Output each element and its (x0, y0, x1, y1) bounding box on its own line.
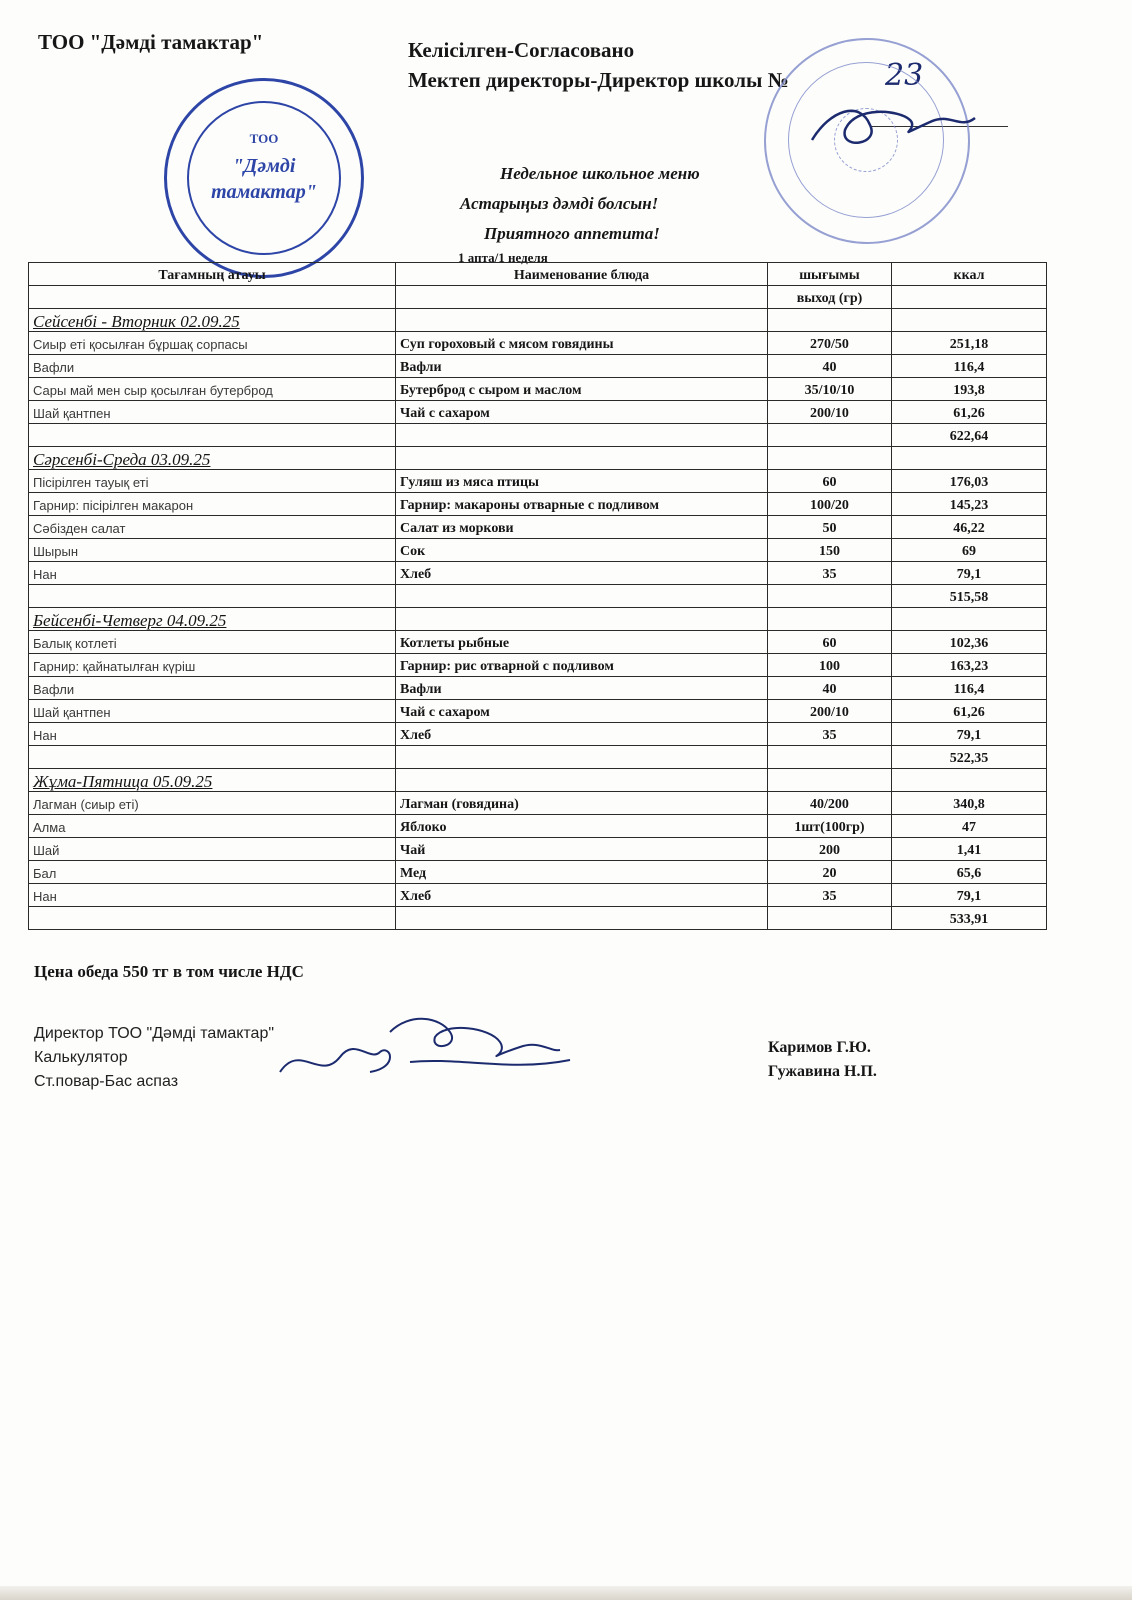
dish-name-kz: Алма (29, 815, 396, 838)
dish-name-kz: Шырын (29, 539, 396, 562)
dish-name-ru: Гуляш из мяса птицы (396, 470, 768, 493)
name-director: Каримов Г.Ю. (768, 1039, 871, 1056)
staff-names (768, 1036, 877, 1084)
dish-name-kz: Бал (29, 861, 396, 884)
company-stamp (164, 78, 364, 278)
table-cell (29, 424, 396, 447)
dish-name-ru: Котлеты рыбные (396, 631, 768, 654)
day-total-kcal: 522,35 (892, 746, 1047, 769)
dish-name-ru: Вафли (396, 677, 768, 700)
day-total-kcal: 622,64 (892, 424, 1047, 447)
dish-name-ru: Гарнир: макароны отварные с подливом (396, 493, 768, 516)
table-cell (29, 286, 396, 309)
wish-kz: Астарыңыз дәмді болсын! (460, 194, 659, 213)
dish-yield: 200/10 (768, 700, 892, 723)
table-row (29, 654, 1047, 677)
day-row (29, 447, 1047, 470)
table-row (29, 493, 1047, 516)
dish-kcal: 47 (892, 815, 1047, 838)
dish-name-kz: Гарнир: пісірілген макарон (29, 493, 396, 516)
dish-yield: 60 (768, 631, 892, 654)
dish-yield: 35/10/10 (768, 378, 892, 401)
dish-name-kz: Шай (29, 838, 396, 861)
dish-name-kz: Нан (29, 884, 396, 907)
total-row (29, 585, 1047, 608)
director-signature (800, 80, 1000, 160)
dish-kcal: 79,1 (892, 884, 1047, 907)
header-ru: Наименование блюда (396, 263, 768, 286)
price-note: Цена обеда 550 тг в том числе НДС (34, 962, 304, 981)
dish-name-kz: Нан (29, 562, 396, 585)
dish-kcal: 69 (892, 539, 1047, 562)
dish-name-ru: Салат из моркови (396, 516, 768, 539)
table-cell (768, 447, 892, 470)
day-total-kcal: 515,58 (892, 585, 1047, 608)
dish-yield: 20 (768, 861, 892, 884)
dish-name-kz: Сары май мен сыр қосылған бутерброд (29, 378, 396, 401)
dish-yield: 100/20 (768, 493, 892, 516)
stamp-line-3: тамактар" (211, 181, 317, 203)
director-line: Мектеп директоры-Директор школы № (408, 68, 789, 92)
dish-kcal: 163,23 (892, 654, 1047, 677)
day-title: Сәрсенбі-Среда 03.09.25 (29, 447, 396, 470)
table-cell (29, 746, 396, 769)
dish-kcal: 61,26 (892, 700, 1047, 723)
stamp-line-1: ТОО (249, 131, 279, 146)
table-cell (768, 769, 892, 792)
dish-yield: 1шт(100гр) (768, 815, 892, 838)
day-row (29, 608, 1047, 631)
dish-name-kz: Шай қантпен (29, 401, 396, 424)
table-row (29, 792, 1047, 815)
dish-name-ru: Сок (396, 539, 768, 562)
day-title: Жұма-Пятница 05.09.25 (29, 769, 396, 792)
table-cell (396, 769, 768, 792)
dish-name-kz: Шай қантпен (29, 700, 396, 723)
dish-name-ru: Яблоко (396, 815, 768, 838)
dish-name-kz: Пісірілген тауық еті (29, 470, 396, 493)
total-row (29, 907, 1047, 930)
table-cell (396, 907, 768, 930)
table-row (29, 355, 1047, 378)
dish-yield: 40/200 (768, 792, 892, 815)
dish-yield: 150 (768, 539, 892, 562)
dish-kcal: 116,4 (892, 355, 1047, 378)
dish-kcal: 145,23 (892, 493, 1047, 516)
table-cell (396, 447, 768, 470)
dish-name-kz: Нан (29, 723, 396, 746)
header-yield: шығымы (768, 263, 892, 286)
dish-yield: 200 (768, 838, 892, 861)
table-cell (396, 746, 768, 769)
table-cell (768, 585, 892, 608)
name-chef: Гужавина Н.П. (768, 1063, 877, 1080)
dish-name-ru: Чай с сахаром (396, 700, 768, 723)
header-kcal: ккал (892, 263, 1047, 286)
day-title: Сейсенбі - Вторник 02.09.25 (29, 309, 396, 332)
dish-kcal: 116,4 (892, 677, 1047, 700)
dish-name-ru: Мед (396, 861, 768, 884)
role-chef: Ст.повар-Бас аспаз (34, 1073, 179, 1090)
table-cell (892, 447, 1047, 470)
dish-yield: 35 (768, 562, 892, 585)
table-row (29, 838, 1047, 861)
dish-yield: 200/10 (768, 401, 892, 424)
dish-name-kz: Балық котлеті (29, 631, 396, 654)
dish-name-ru: Лагман (говядина) (396, 792, 768, 815)
approval-label: Келісілген-Согласовано (408, 38, 635, 62)
dish-kcal: 193,8 (892, 378, 1047, 401)
week-label: 1 апта/1 неделя (458, 250, 548, 265)
dish-kcal: 251,18 (892, 332, 1047, 355)
dish-kcal: 176,03 (892, 470, 1047, 493)
table-row (29, 677, 1047, 700)
table-row (29, 723, 1047, 746)
dish-name-ru: Чай с сахаром (396, 401, 768, 424)
total-row (29, 424, 1047, 447)
day-row (29, 309, 1047, 332)
dish-name-kz: Вафли (29, 355, 396, 378)
dish-yield: 50 (768, 516, 892, 539)
table-row (29, 470, 1047, 493)
dish-kcal: 46,22 (892, 516, 1047, 539)
dish-name-ru: Бутерброд с сыром и маслом (396, 378, 768, 401)
dish-name-ru: Хлеб (396, 884, 768, 907)
role-calculator: Калькулятор (34, 1049, 128, 1066)
dish-kcal: 61,26 (892, 401, 1047, 424)
dish-name-kz: Сиыр еті қосылған бұршақ сорпасы (29, 332, 396, 355)
header-yield-ru: выход (гр) (768, 286, 892, 309)
page-edge (0, 1586, 1132, 1600)
school-number-handwritten: 23 (885, 58, 924, 93)
table-cell (396, 608, 768, 631)
table-row (29, 562, 1047, 585)
dish-name-ru: Суп гороховый с мясом говядины (396, 332, 768, 355)
dish-yield: 35 (768, 884, 892, 907)
table-row (29, 700, 1047, 723)
table-cell (396, 585, 768, 608)
table-cell (892, 769, 1047, 792)
dish-kcal: 79,1 (892, 562, 1047, 585)
dish-name-kz: Сәбізден салат (29, 516, 396, 539)
menu-title: Недельное школьное меню (500, 164, 700, 183)
dish-yield: 40 (768, 355, 892, 378)
table-cell (892, 608, 1047, 631)
table-row (29, 539, 1047, 562)
role-director: Директор ТОО "Дәмді тамактар" (34, 1025, 275, 1042)
dish-kcal: 79,1 (892, 723, 1047, 746)
table-row (29, 631, 1047, 654)
table-cell (768, 309, 892, 332)
day-row (29, 769, 1047, 792)
dish-yield: 40 (768, 677, 892, 700)
dish-name-ru: Вафли (396, 355, 768, 378)
table-row (29, 401, 1047, 424)
staff-signatures (260, 1002, 590, 1102)
table-row (29, 861, 1047, 884)
table-cell (768, 746, 892, 769)
table-cell (396, 424, 768, 447)
dish-name-ru: Гарнир: рис отварной с подливом (396, 654, 768, 677)
dish-yield: 60 (768, 470, 892, 493)
dish-kcal: 340,8 (892, 792, 1047, 815)
header-kz: Тағамның атауы (29, 263, 396, 286)
table-row (29, 884, 1047, 907)
table-row (29, 815, 1047, 838)
dish-kcal: 102,36 (892, 631, 1047, 654)
table-cell (892, 286, 1047, 309)
table-header-row-2 (29, 286, 1047, 309)
wish-ru: Приятного аппетита! (484, 224, 660, 243)
dish-yield: 35 (768, 723, 892, 746)
stamp-line-2: "Дәмді (232, 155, 296, 177)
table-cell (396, 309, 768, 332)
dish-yield: 270/50 (768, 332, 892, 355)
dish-yield: 100 (768, 654, 892, 677)
day-total-kcal: 533,91 (892, 907, 1047, 930)
dish-kcal: 1,41 (892, 838, 1047, 861)
table-header-row (29, 263, 1047, 286)
staff-roles (34, 1022, 274, 1094)
table-cell (29, 585, 396, 608)
total-row (29, 746, 1047, 769)
table-cell (29, 907, 396, 930)
table-cell (768, 424, 892, 447)
table-cell (768, 608, 892, 631)
dish-name-ru: Хлеб (396, 723, 768, 746)
dish-kcal: 65,6 (892, 861, 1047, 884)
day-title: Бейсенбі-Четверг 04.09.25 (29, 608, 396, 631)
table-row (29, 332, 1047, 355)
table-cell (892, 309, 1047, 332)
dish-name-ru: Чай (396, 838, 768, 861)
dish-name-kz: Гарнир: қайнатылған күріш (29, 654, 396, 677)
table-cell (396, 286, 768, 309)
table-row (29, 516, 1047, 539)
company-name: ТОО "Дәмді тамактар" (38, 30, 264, 54)
dish-name-ru: Хлеб (396, 562, 768, 585)
table-row (29, 378, 1047, 401)
dish-name-kz: Вафли (29, 677, 396, 700)
dish-name-kz: Лагман (сиыр еті) (29, 792, 396, 815)
table-cell (768, 907, 892, 930)
menu-table (28, 262, 1047, 930)
